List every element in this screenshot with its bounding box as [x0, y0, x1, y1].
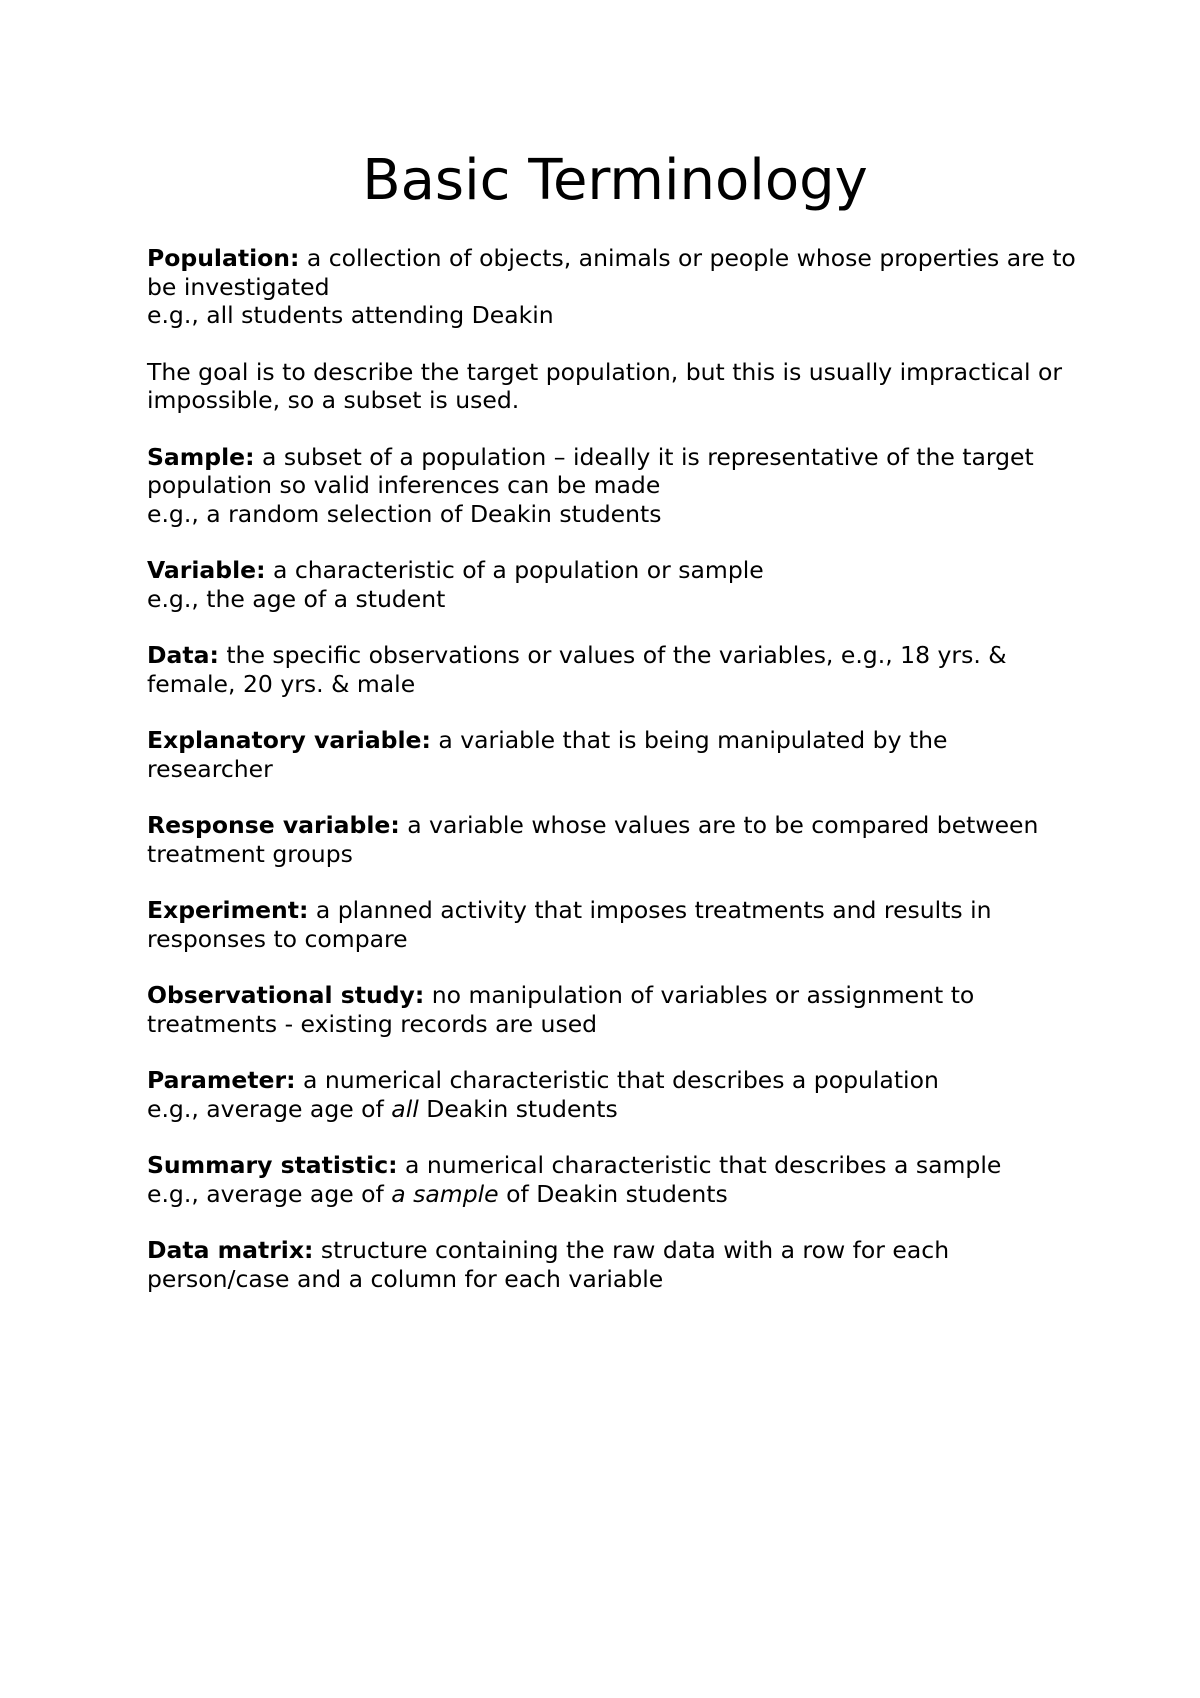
- response-variable-definition-text: a variable whose values are to be compared between treatment groups: [147, 811, 1039, 868]
- sample-entry: [147, 443, 1077, 529]
- goal-note-entry: [147, 358, 1077, 415]
- response-variable-entry: [147, 811, 1077, 868]
- summary-statistic-definition-text: a numerical characteristic that describes a sample: [397, 1151, 1002, 1179]
- summary-statistic-example-suffix: of Deakin students: [498, 1179, 728, 1208]
- summary-statistic-term: Summary statistic:: [147, 1151, 398, 1179]
- page-title: Basic Terminology: [362, 148, 868, 213]
- summary-statistic-example-emphasis: a sample: [391, 1179, 499, 1208]
- sample-definition-text: a subset of a population – ideally it is representative of the target population so valid inferences can be made: [147, 442, 1034, 499]
- summary-statistic-example-prefix: e.g., average age of: [147, 1179, 392, 1208]
- experiment-entry: [147, 896, 1077, 953]
- explanatory-variable-definition-text: a variable that is being manipulated by the researcher: [147, 726, 948, 783]
- variable-entry: [147, 556, 1077, 613]
- variable-definition: [147, 556, 1077, 585]
- explanatory-variable-definition: [147, 726, 1077, 783]
- data-term: Data:: [147, 641, 219, 669]
- summary-statistic-definition: [147, 1151, 1077, 1180]
- population-example: e.g., all students attending Deakin: [147, 301, 554, 329]
- parameter-example-suffix: Deakin students: [418, 1094, 618, 1123]
- data-definition: [147, 641, 1077, 698]
- observational-study-definition-text: no manipulation of variables or assignment to treatments - existing records are used: [147, 981, 975, 1038]
- data-matrix-definition: [147, 1236, 1077, 1293]
- data-matrix-entry: [147, 1236, 1077, 1293]
- parameter-definition: [147, 1066, 1077, 1095]
- sample-definition: [147, 443, 1077, 500]
- parameter-example-emphasis: all: [391, 1094, 419, 1123]
- population-definition: [147, 244, 1077, 301]
- parameter-term: Parameter:: [147, 1066, 296, 1094]
- parameter-definition-text: a numerical characteristic that describes a population: [295, 1066, 939, 1094]
- parameter-entry: [147, 1066, 1077, 1123]
- goal-note: The goal is to describe the target population, but this is usually impractical or impossible, so a subset is used.: [147, 357, 1063, 414]
- explanatory-variable-entry: [147, 726, 1077, 783]
- response-variable-term: Response variable:: [147, 811, 400, 839]
- experiment-term: Experiment:: [147, 896, 309, 924]
- summary-statistic-entry: [147, 1151, 1077, 1208]
- observational-study-entry: [147, 981, 1077, 1038]
- observational-study-term: Observational study:: [147, 981, 425, 1009]
- explanatory-variable-term: Explanatory variable:: [147, 726, 431, 754]
- experiment-definition-text: a planned activity that imposes treatments and results in responses to compare: [147, 896, 992, 953]
- observational-study-definition: [147, 981, 1077, 1038]
- variable-example: e.g., the age of a student: [147, 584, 446, 613]
- population-term: Population:: [147, 244, 300, 272]
- variable-term: Variable:: [147, 556, 266, 584]
- parameter-example-prefix: e.g., average age of: [147, 1094, 392, 1123]
- document-page: [147, 140, 1077, 1321]
- data-matrix-definition-text: structure containing the raw data with a row for each person/case and a column for each variable: [147, 1236, 950, 1293]
- parameter-example: [147, 1095, 1077, 1124]
- data-matrix-term: Data matrix:: [147, 1236, 314, 1264]
- population-entry: [147, 244, 1077, 330]
- response-variable-definition: [147, 811, 1077, 868]
- population-definition-text: a collection of objects, animals or people whose properties are to be investigated: [147, 244, 1076, 301]
- experiment-definition: [147, 896, 1077, 953]
- variable-definition-text: a characteristic of a population or sample: [265, 556, 764, 584]
- data-entry: [147, 641, 1077, 698]
- sample-example: e.g., a random selection of Deakin students: [147, 499, 662, 528]
- sample-term: Sample:: [147, 442, 255, 471]
- summary-statistic-example: [147, 1180, 1077, 1209]
- data-definition-text: the specific observations or values of the variables, e.g., 18 yrs. & female, 20 yrs. & male: [147, 641, 1007, 698]
